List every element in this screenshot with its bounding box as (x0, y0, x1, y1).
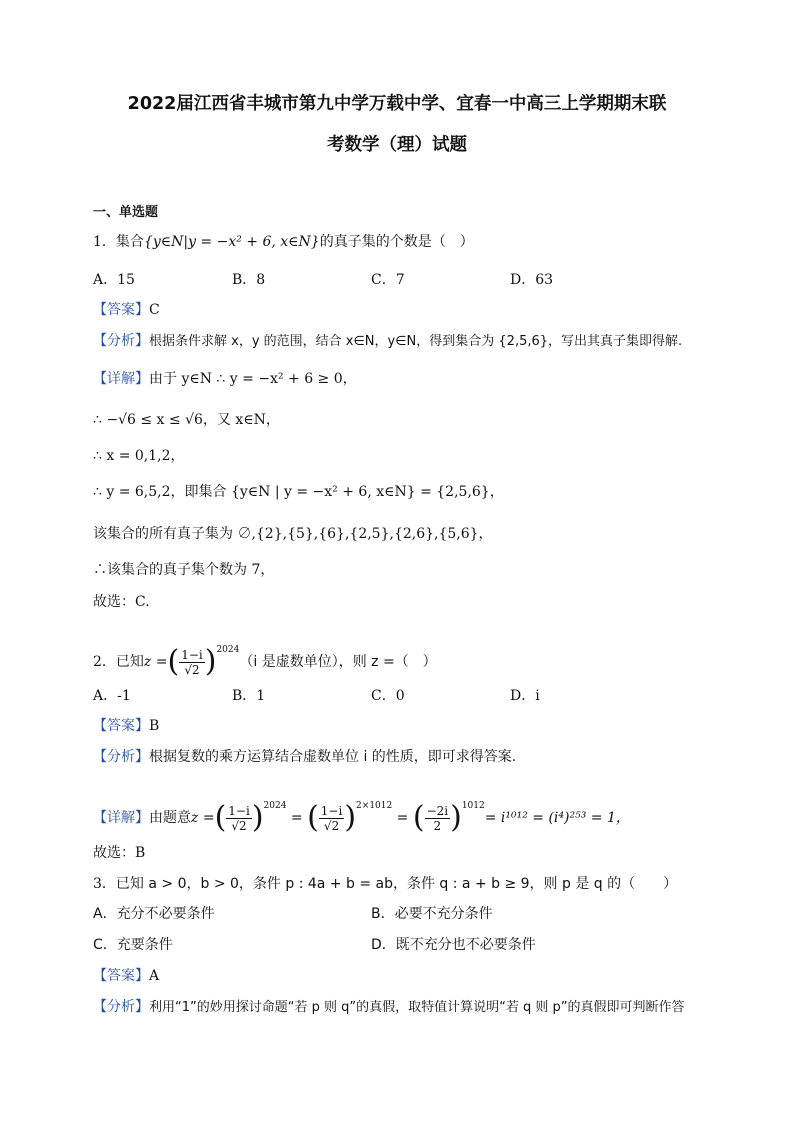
q1-detail-5: 该集合的所有真子集为 ∅,{2},{5},{6},{2,5},{2,6},{5,6}， (93, 526, 493, 542)
q2-detail-pre: 由题意 (149, 810, 191, 826)
q1-detail-label: 【详解】 (93, 371, 149, 387)
q3-analysis-label: 【分析】 (93, 999, 149, 1015)
q2-option-b: B．1 (232, 688, 266, 704)
q3-number: 3． (93, 876, 116, 892)
q2-detail-frac-3-num: −2i (426, 803, 449, 818)
q3-option-c: C．充要条件 (93, 937, 173, 953)
q2-exponent: 2024 (216, 645, 240, 655)
q3-answer-value: A (149, 968, 160, 984)
q2-text-post: （i 是虚数单位），则 z =（ ） (239, 654, 437, 670)
q1-set: {y∈N|y = −x² + 6, x∈N} (143, 234, 320, 250)
q1-option-d: D．63 (510, 272, 554, 288)
q2-detail-frac-1-num: 1−i (228, 803, 250, 818)
q1-number: 1． (93, 234, 116, 250)
q2-detail-frac-2 (319, 804, 345, 833)
q1-detail-line-1: 由于 y∈N ∴ y = −x² + 6 ≥ 0， (149, 371, 357, 387)
q2-analysis-text: 根据复数的乘方运算结合虚数单位 i 的性质，即可求得答案. (149, 749, 517, 765)
q2-option-a: A．-1 (93, 688, 131, 704)
document-title-line2: 考数学（理）试题 (327, 135, 467, 155)
q3-option-b: B．必要不充分条件 (371, 906, 493, 922)
q2-detail-exp-2: 2×1012 (356, 801, 393, 811)
q2-frac-num: 1−i (181, 647, 203, 662)
q3-answer-label: 【答案】 (93, 968, 149, 984)
q3-option-d: D．既不充分也不必要条件 (371, 937, 536, 953)
q2-detail: 【详解】由题意z =( $\frac{1-i}{√2}$ )$^{2024}$ = ( $\frac{1-i}{√2}$ )$^{2\times 1012}$ = ( $\frac{-2i}{2}$ )$^{1012}$= i¹⁰¹² = (i⁴)²⁵³ = 1， (93, 800, 630, 835)
q1-stem (93, 232, 474, 252)
document-title-line1: 2022届江西省丰城市第九中学万载中学、宜春一中高三上学期期末联 (127, 94, 667, 114)
q1-analysis (93, 331, 682, 352)
q1-detail-2: ∴ −√6 ≤ x ≤ √6，又 x∈N， (93, 412, 280, 428)
q1-analysis-label: 【分析】 (93, 333, 149, 349)
q2-detail-label: 【详解】 (93, 810, 149, 826)
q2-z-eq: z = (143, 654, 168, 670)
q2-conclusion: 故选：B (93, 845, 146, 861)
q1-answer-value: C (149, 302, 160, 318)
q2-detail-frac-2-den: √2 (319, 818, 345, 833)
q1-text-post: 的真子集的个数是（ ） (319, 234, 474, 250)
q2-detail-z-eq: z = (191, 810, 215, 826)
q3-stem (93, 874, 677, 894)
q3-option-a: A．充分不必要条件 (93, 906, 215, 922)
q2-number: 2． (93, 654, 116, 670)
q2-frac-den: √2 (179, 662, 205, 677)
q2-detail-frac-3 (425, 804, 451, 833)
q1-detail-6: ∴该集合的真子集个数为 7， (93, 562, 275, 578)
q1-text-pre: 集合 (115, 234, 144, 250)
q3-answer (93, 966, 159, 986)
q2-option-d: D．i (510, 688, 540, 704)
q1-analysis-text: 根据条件求解 x，y 的范围，结合 x∈N，y∈N，得到集合为 {2,5,6}，写出其真子集即得解. (149, 334, 683, 349)
q1-option-a: A．15 (93, 272, 135, 288)
q1-answer (93, 300, 160, 320)
q2-text-pre: 已知 (115, 654, 144, 670)
q3-analysis (93, 997, 684, 1018)
q2-fraction (179, 648, 205, 677)
q2-answer (93, 716, 159, 736)
q1-detail-1 (93, 369, 357, 389)
q2-analysis-label: 【分析】 (93, 749, 149, 765)
q2-detail-exp-3: 1012 (461, 801, 485, 811)
q2-answer-value: B (149, 718, 160, 734)
q2-stem: 2．已知z =( $\frac{1-i}{√2}$ )$^{2024}$（i 是虚数单位），则 z =（ ） (93, 644, 437, 679)
q2-analysis (93, 747, 516, 767)
q2-answer-label: 【答案】 (93, 718, 149, 734)
q2-option-c: C．0 (371, 688, 405, 704)
q3-text: 已知 a > 0，b > 0，条件 p : 4a + b = ab，条件 q : a + b ≥ 9，则 p 是 q 的（ ） (115, 876, 678, 892)
q2-detail-frac-2-num: 1−i (320, 803, 343, 818)
q3-analysis-text: 利用“1”的妙用探讨命题“若 p 则 q”的真假，取特值计算说明“若 q 则 p”的真假即可判断作答 (149, 1000, 685, 1015)
q2-detail-frac-1 (226, 804, 252, 833)
q1-answer-label: 【答案】 (93, 302, 149, 318)
q2-detail-frac-1-den: √2 (226, 818, 252, 833)
q2-detail-tail: = i¹⁰¹² = (i⁴)²⁵³ = 1， (484, 810, 630, 826)
q2-detail-exp-1: 2024 (263, 801, 287, 811)
q1-conclusion: 故选：C. (93, 594, 150, 610)
q2-detail-frac-3-den: 2 (425, 818, 451, 833)
q1-option-c: C．7 (371, 272, 405, 288)
section-heading: 一、单选题 (93, 205, 159, 220)
q1-detail-3: ∴ x = 0,1,2， (93, 448, 185, 464)
q1-detail-4: ∴ y = 6,5,2，即集合 {y∈N | y = −x² + 6, x∈N} = {2,5,6}， (93, 484, 504, 500)
q1-option-b: B．8 (232, 272, 266, 288)
